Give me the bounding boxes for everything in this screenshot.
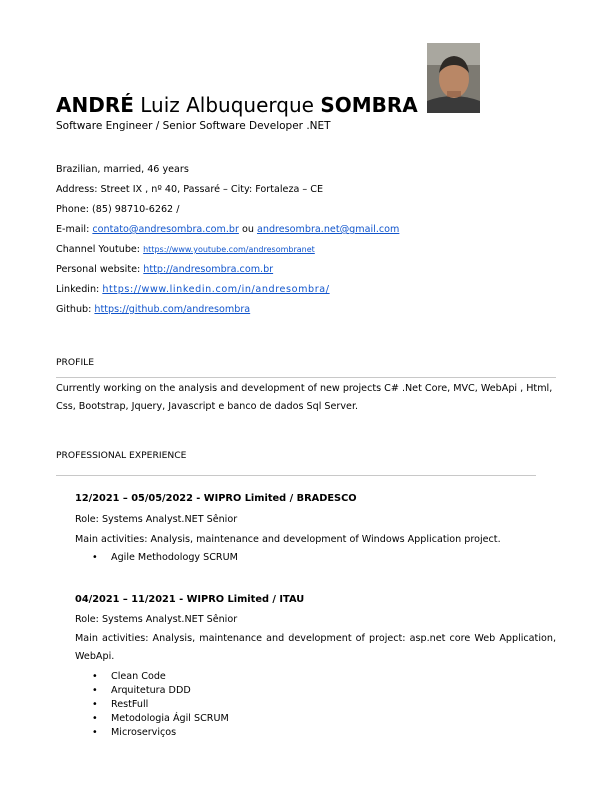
profile-heading: PROFILE	[56, 357, 95, 368]
last-name: SOMBRA	[320, 93, 418, 117]
experience-divider	[56, 475, 536, 476]
job-2-bullets	[92, 670, 229, 740]
job-1-title: 12/2021 – 05/05/2022 - WIPRO Limited / BRADESCO	[75, 493, 357, 504]
personal-status: Brazilian, married, 46 years	[56, 164, 189, 175]
github-line: Github: https://github.com/andresombra	[56, 304, 251, 315]
linkedin-link[interactable]: https://www.linkedin.com/in/andresombra/	[102, 284, 330, 295]
email-line: E-mail: contato@andresombra.com.br ou andresombra.net@gmail.com	[56, 224, 400, 235]
list-item: • Clean Code	[92, 670, 229, 684]
email-primary-link[interactable]: contato@andresombra.com.br	[92, 224, 239, 235]
first-name: ANDRÉ	[56, 93, 134, 117]
youtube-link[interactable]: https://www.youtube.com/andresombranet	[143, 245, 315, 254]
phone-line: Phone: (85) 98710-6262 /	[56, 204, 180, 215]
list-item: • RestFull	[92, 698, 229, 712]
email-secondary-link[interactable]: andresombra.net@gmail.com	[256, 224, 400, 235]
job-1-activities: Main activities: Analysis, maintenance and development of Windows Application project.	[75, 534, 501, 545]
profile-text: Currently working on the analysis and development of new projects C# .Net Core, MVC, WebApi , Html, Css, Bootstrap, Jquery, Javascript e banco de dados Sql Server.	[56, 383, 553, 412]
address-line: Address: Street IX , nº 40, Passaré – City: Fortaleza – CE	[56, 184, 324, 195]
job-1-bullets	[92, 551, 238, 565]
github-link[interactable]: https://github.com/andresombra	[94, 304, 251, 315]
profile-photo	[427, 43, 480, 113]
job-2-activities: Main activities: Analysis, maintenance and development of project: asp.net core Web Application, WebApi.	[75, 633, 556, 662]
list-item: • Arquitetura DDD	[92, 684, 229, 698]
website-link[interactable]: http://andresombra.com.br	[143, 264, 274, 275]
job-2-title: 04/2021 – 11/2021 - WIPRO Limited / ITAU	[75, 594, 305, 605]
list-item: • Metodologia Ágil SCRUM	[92, 712, 229, 726]
middle-name: Luiz Albuquerque	[133, 93, 321, 117]
experience-heading: PROFESSIONAL EXPERIENCE	[56, 450, 187, 461]
job-subtitle: Software Engineer / Senior Software Developer .NET	[56, 120, 331, 132]
list-item: • Agile Methodology SCRUM	[92, 551, 238, 565]
profile-divider	[56, 377, 556, 378]
linkedin-line: Linkedin: https://www.linkedin.com/in/andresombra/	[56, 284, 330, 295]
youtube-line: Channel Youtube: https://www.youtube.com/andresombranet	[56, 244, 315, 255]
website-line: Personal website: http://andresombra.com.br	[56, 264, 274, 275]
list-item: • Microserviços	[92, 726, 229, 740]
full-name	[56, 92, 418, 118]
job-2-role: Role: Systems Analyst.NET Sênior	[75, 614, 238, 625]
job-1-role: Role: Systems Analyst.NET Sênior	[75, 514, 238, 525]
